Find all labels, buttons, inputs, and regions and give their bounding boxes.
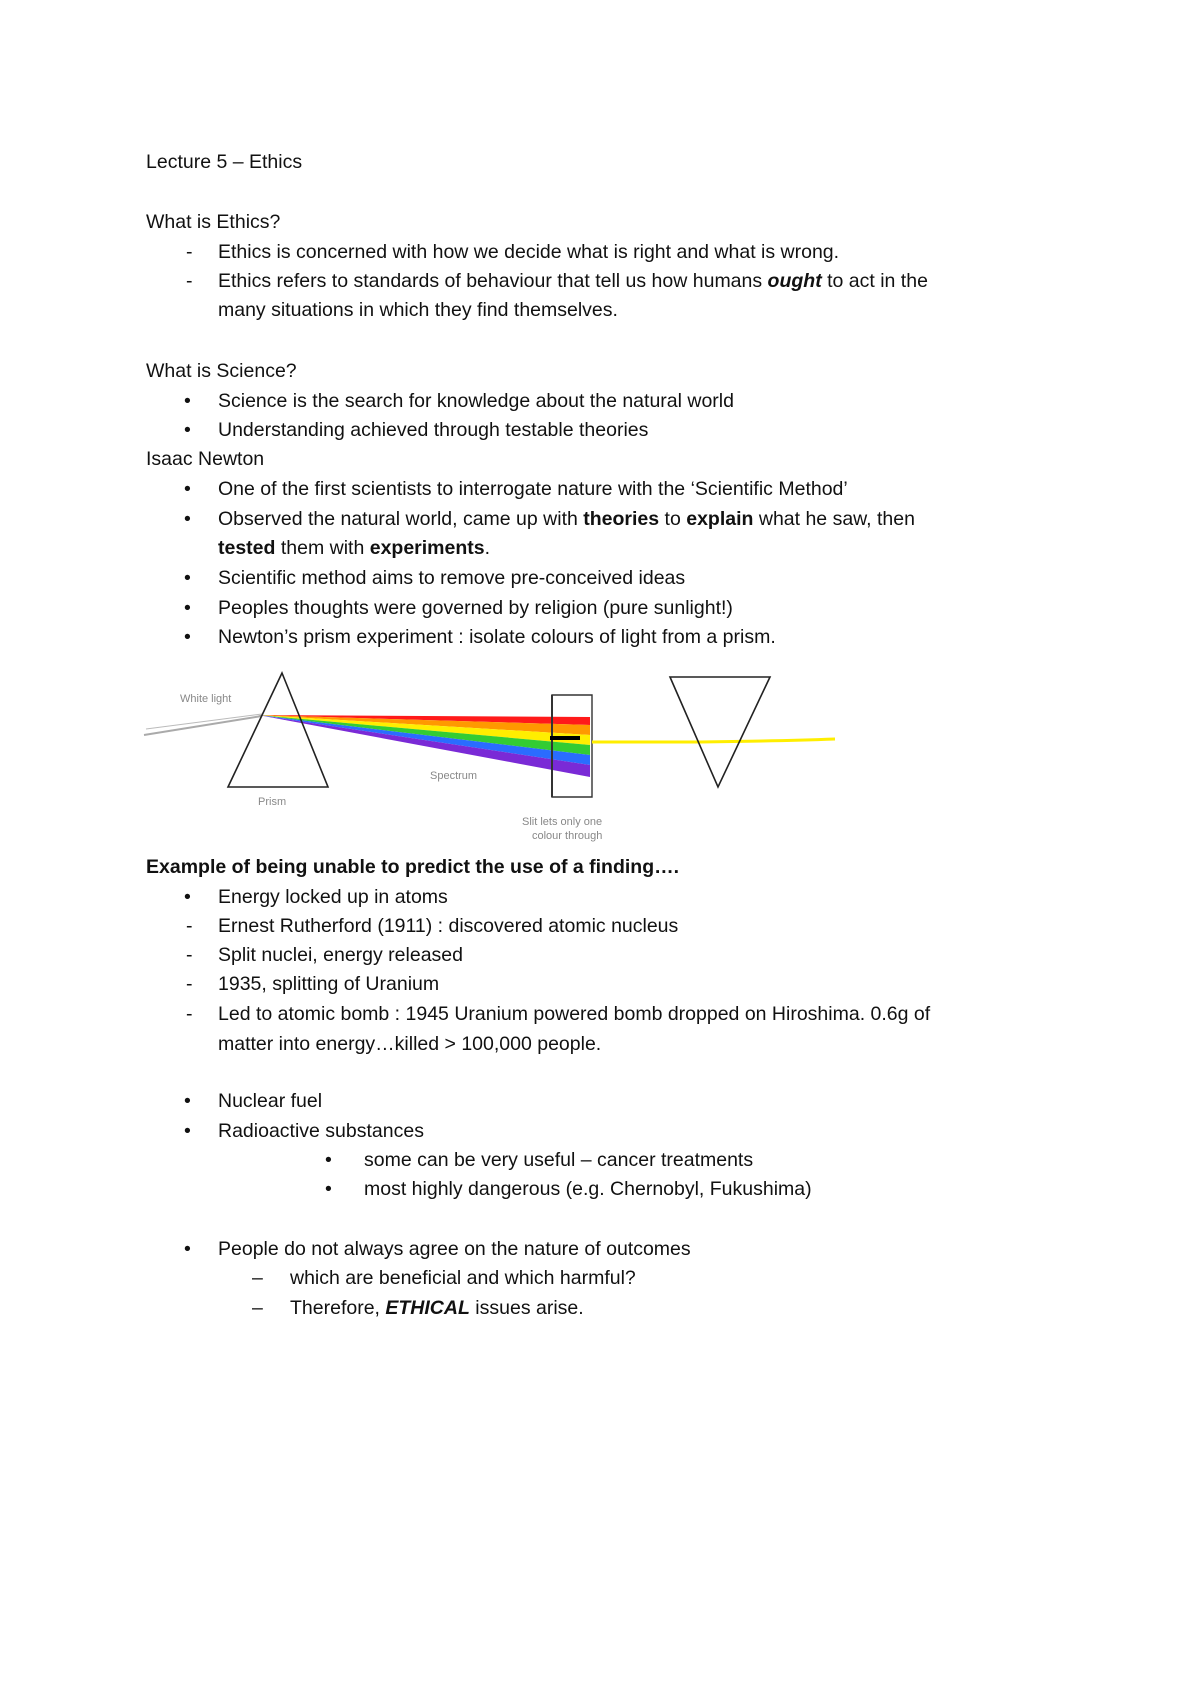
example-dash-4: Led to atomic bomb : 1945 Uranium powered bomb dropped on Hiroshima. 0.6g of (218, 1003, 931, 1025)
bold-explain: explain (686, 508, 754, 530)
label-prism: Prism (258, 796, 287, 808)
bullet-marker: • (184, 567, 191, 589)
newton-bullet-3: Scientific method aims to remove pre-conceived ideas (218, 567, 686, 589)
ethics-bullet-1: Ethics is concerned with how we decide what is right and what is wrong. (218, 241, 840, 263)
newton-bullet-4: Peoples thoughts were governed by religion (pure sunlight!) (218, 597, 733, 619)
text-run: Observed the natural world, came up with (218, 508, 584, 530)
text-run: them with (275, 537, 370, 559)
example-bullet-3: Radioactive substances (218, 1120, 424, 1142)
bullet-marker: • (184, 390, 191, 412)
label-slit-line2: colour through (532, 830, 603, 842)
bullet-marker: • (184, 597, 191, 619)
example-dash-4-cont: matter into energy…killed > 100,000 people. (218, 1033, 602, 1055)
en-dash-marker: – (252, 1297, 263, 1319)
emphasis-ought: ought (767, 270, 822, 292)
bold-experiments: experiments (369, 537, 485, 559)
text-run: Therefore, (290, 1297, 386, 1319)
example-dash-1: Ernest Rutherford (1911) : discovered atomic nucleus (218, 915, 679, 937)
white-light-ray (144, 716, 262, 735)
bullet-marker: • (184, 626, 191, 648)
newton-bullet-1: One of the first scientists to interrogate nature with the ‘Scientific Method’ (218, 478, 848, 500)
label-spectrum: Spectrum (430, 770, 478, 782)
emphasis-ethical: ETHICAL (385, 1297, 470, 1319)
example-dash-2: Split nuclei, energy released (218, 944, 463, 966)
example-sub-2: most highly dangerous (e.g. Chernobyl, Fukushima) (364, 1178, 812, 1200)
dash-marker: - (186, 973, 193, 995)
science-bullet-1: Science is the search for knowledge about the natural world (218, 390, 734, 412)
bullet-marker: • (184, 1090, 191, 1112)
bold-theories: theories (583, 508, 660, 530)
text-run: Ethics refers to standards of behaviour that tell us how humans (218, 270, 768, 292)
bullet-marker: • (184, 1120, 191, 1142)
text-run: to act in the (821, 270, 928, 292)
text-run: . (484, 537, 491, 559)
example-sub-1: some can be very useful – cancer treatments (364, 1149, 754, 1171)
science-bullet-2: Understanding achieved through testable theories (218, 419, 649, 441)
newton-heading: Isaac Newton (146, 448, 265, 470)
dash-marker: - (186, 270, 193, 292)
newton-bullet-2 (218, 506, 915, 532)
bullet-marker: • (184, 886, 191, 908)
example-bullet-1: Energy locked up in atoms (218, 886, 448, 908)
newton-bullet-2-cont (218, 535, 490, 561)
bullet-marker: • (184, 1238, 191, 1260)
prism-experiment-diagram (140, 665, 840, 845)
example-en-1: which are beneficial and which harmful? (290, 1267, 636, 1289)
newton-bullet-5: Newton’s prism experiment : isolate colours of light from a prism. (218, 626, 776, 648)
science-heading: What is Science? (146, 360, 297, 382)
second-prism-shape (670, 677, 770, 787)
prism-shape (228, 673, 328, 787)
dash-marker: - (186, 915, 193, 937)
ethics-bullet-2-cont: many situations in which they find themselves. (218, 299, 618, 321)
bold-tested: tested (218, 537, 276, 559)
example-bullet-4: People do not always agree on the nature of outcomes (218, 1238, 691, 1260)
ethics-heading: What is Ethics? (146, 211, 281, 233)
dash-marker: - (186, 241, 193, 263)
white-light-ray (146, 714, 262, 729)
sub-bullet-marker: • (325, 1178, 332, 1200)
dash-marker: - (186, 1003, 193, 1025)
example-dash-3: 1935, splitting of Uranium (218, 973, 440, 995)
example-bullet-2: Nuclear fuel (218, 1090, 323, 1112)
example-heading (146, 854, 679, 880)
text-run: to (659, 508, 687, 530)
bullet-marker: • (184, 508, 191, 530)
en-dash-marker: – (252, 1267, 263, 1289)
text-run: what he saw, then (753, 508, 915, 530)
sub-bullet-marker: • (325, 1149, 332, 1171)
label-slit (522, 816, 602, 828)
label-white-light: White light (180, 693, 232, 705)
text-run: issues arise. (469, 1297, 584, 1319)
dash-marker: - (186, 944, 193, 966)
bullet-marker: • (184, 478, 191, 500)
ethics-bullet-2 (218, 268, 928, 294)
bullet-marker: • (184, 419, 191, 441)
example-heading-text: Example of being unable to predict the use of a finding…. (146, 856, 680, 878)
yellow-beam (592, 739, 835, 742)
page-title: Lecture 5 – Ethics (146, 151, 303, 173)
label-slit-line1: Slit lets only one (522, 816, 603, 828)
example-en-2 (290, 1295, 584, 1321)
